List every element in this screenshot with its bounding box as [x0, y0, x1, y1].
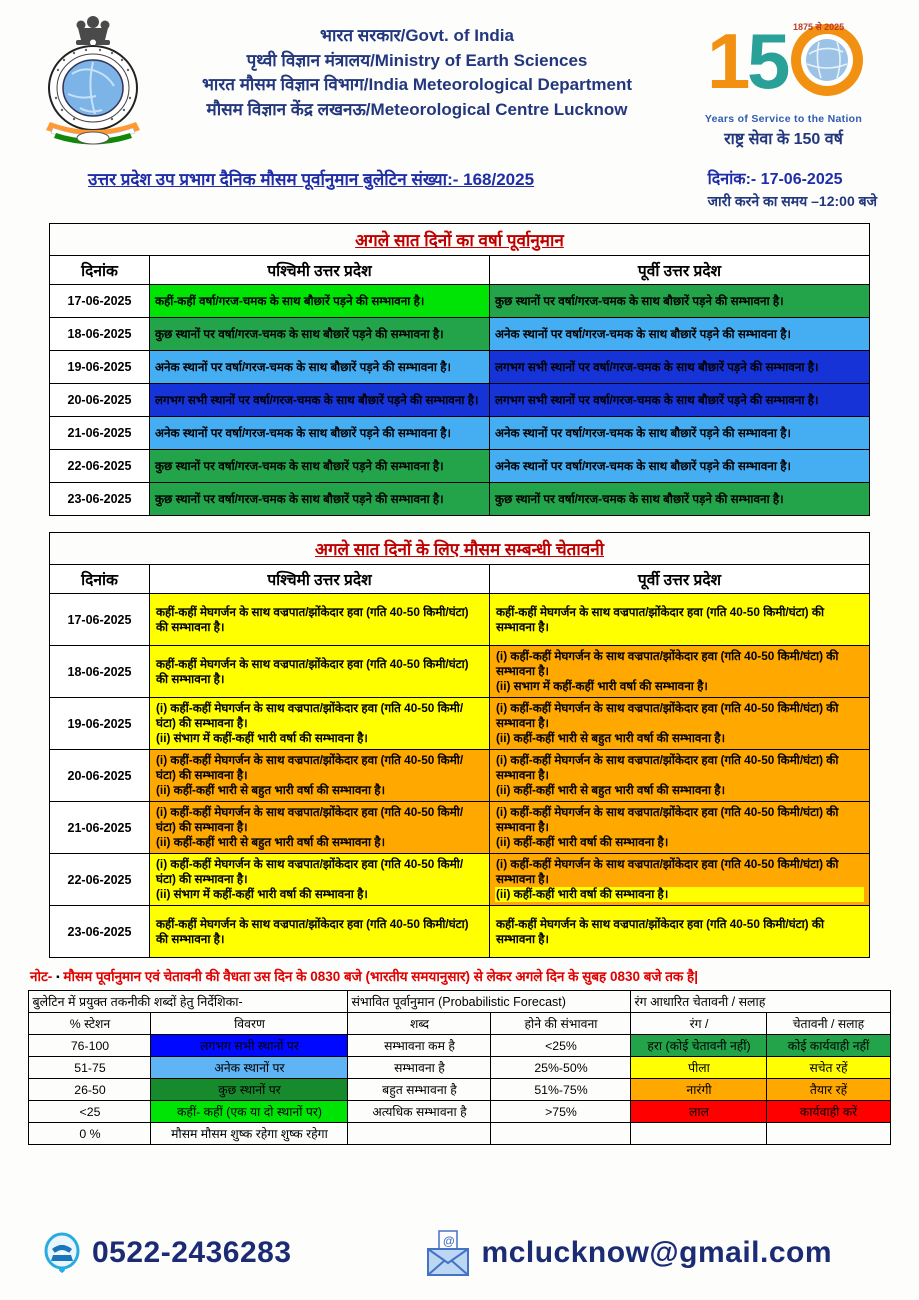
warning-west-cell [149, 854, 489, 906]
forecast-west-cell: कुछ स्थानों पर वर्षा/गरज-चमक के साथ बौछारें पड़ने की सम्भावना है। [149, 483, 489, 516]
bulletin-date: दिनांक:- 17-06-2025 [707, 171, 843, 188]
forecast-west-cell: कुछ स्थानों पर वर्षा/गरज-चमक के साथ बौछारें पड़ने की सम्भावना है। [149, 318, 489, 351]
warning-east-cell [489, 698, 869, 750]
warning-line: (i) कहीं-कहीं मेघगर्जन के साथ वज्रपात/झोंकेदार हवा (गति 40-50 किमी/घंटा) की सम्भावना है। [155, 701, 464, 731]
table-row [49, 698, 869, 750]
svg-text:5: 5 [746, 17, 790, 105]
warning-west-cell [149, 802, 489, 854]
warning-line: (ii) कहीं-कहीं भारी से बहुत भारी वर्षा की सम्भावना है। [155, 782, 386, 797]
forecast-east-cell: कुछ स्थानों पर वर्षा/गरज-चमक के साथ बौछारें पड़ने की सम्भावना है। [489, 483, 869, 516]
warning-line: (i) कहीं-कहीं मेघगर्जन के साथ वज्रपात/झोंकेदार हवा (गति 40-50 किमी/घंटा) की सम्भावना है। [155, 805, 464, 835]
col-east-up: पूर्वी उत्तर प्रदेश [489, 565, 869, 594]
org-line-govt: भारत सरकार/Govt. of India [320, 26, 514, 45]
logo-150 [676, 10, 891, 149]
warning-line: (i) कहीं-कहीं मेघगर्जन के साथ वज्रपात/झोंकेदार हवा (गति 40-50 किमी/घंटा) की सम्भावना है। [495, 753, 839, 783]
table-row [49, 594, 869, 646]
table-row [49, 854, 869, 906]
legend-word: बहुत सम्भावना है [348, 1079, 491, 1101]
warning-table-title: अगले सात दिनों के लिए मौसम सम्बन्धी चेतावनी [49, 533, 869, 565]
warning-line: कहीं-कहीं मेघगर्जन के साथ वज्रपात/झोंकेदार हवा (गति 40-50 किमी/घंटा) की सम्भावना है। [155, 656, 469, 686]
legend-prob [491, 1123, 631, 1145]
logo-150-years-hi: राष्ट्र सेवा के 150 वर्ष [724, 131, 843, 148]
table-row [29, 1035, 890, 1057]
legend-subhead-detail: विवरण [151, 1013, 348, 1035]
email-icon [422, 1227, 474, 1279]
bulletin-title-row [28, 167, 891, 211]
table-row [49, 906, 869, 958]
warning-line: (i) कहीं-कहीं मेघगर्जन के साथ वज्रपात/झोंकेदार हवा (गति 40-50 किमी/घंटा) की सम्भावना है। [155, 753, 464, 783]
forecast-date: 18-06-2025 [49, 318, 149, 351]
warning-line: (ii) सभाग में कहीं-कहीं भारी वर्षा की सम्भावना है। [495, 678, 708, 693]
svg-text:@: @ [442, 1234, 455, 1248]
forecast-date: 17-06-2025 [49, 285, 149, 318]
legend-pct: 0 % [29, 1123, 151, 1145]
legend-detail: अनेक स्थानों पर [151, 1057, 348, 1079]
legend-word [348, 1123, 491, 1145]
warning-header-row [49, 565, 869, 594]
org-line-centre: मौसम विज्ञान केंद्र लखनऊ/Meteorological Centre Lucknow [206, 99, 628, 119]
legend-word: अत्यधिक सम्भावना है [348, 1101, 491, 1123]
legend-prob: 25%-50% [491, 1057, 631, 1079]
table-row [49, 285, 869, 318]
legend-detail: कहीं- कहीं (एक या दो स्थानों पर) [151, 1101, 348, 1123]
legend-prob: 51%-75% [491, 1079, 631, 1101]
table-row [29, 1123, 890, 1145]
legend-detail: कुछ स्थानों पर [151, 1079, 348, 1101]
legend-colour: लाल [631, 1101, 767, 1123]
warning-east-cell [489, 802, 869, 854]
legend-advice: कार्यवाही करें [767, 1101, 890, 1123]
legend-group-colour: रंग आधारित चेतावनी / सलाह [631, 991, 890, 1013]
table-row [49, 318, 869, 351]
warning-line: (i) कहीं-कहीं मेघगर्जन के साथ वज्रपात/झोंकेदार हवा (गति 40-50 किमी/घंटा) की सम्भावना है। [495, 857, 839, 887]
legend-advice [767, 1123, 890, 1145]
legend-pct: 51-75 [29, 1057, 151, 1079]
forecast-east-cell: अनेक स्थानों पर वर्षा/गरज-चमक के साथ बौछारें पड़ने की सम्भावना है। [489, 318, 869, 351]
warning-line: (i) कहीं-कहीं मेघगर्जन के साथ वज्रपात/झोंकेदार हवा (गति 40-50 किमी/घंटा) की सम्भावना है। [495, 701, 839, 731]
legend-advice: तैयार रहें [767, 1079, 890, 1101]
warning-line: (i) कहीं-कहीं मेघगर्जन के साथ वज्रपात/झोंकेदार हवा (गति 40-50 किमी/घंटा) की सम्भावना है। [495, 805, 839, 835]
legend-group-header-row [29, 991, 890, 1013]
warning-date: 17-06-2025 [49, 594, 149, 646]
bulletin-title: उत्तर प्रदेश उप प्रभाग दैनिक मौसम पूर्वानुमान बुलेटिन संख्या:- 168/2025 [88, 170, 535, 189]
org-line-imd: भारत मौसम विज्ञान विभाग/India Meteorological Department [201, 75, 633, 95]
legend-sub-header-row [29, 1013, 890, 1035]
legend-advice: सचेत रहें [767, 1057, 890, 1079]
warning-line: कहीं-कहीं मेघगर्जन के साथ वज्रपात/झोंकेदार हवा (गति 40-50 किमी/घंटा) की सम्भावना है। [155, 604, 469, 634]
footer-contact [28, 1227, 891, 1279]
forecast-west-cell: अनेक स्थानों पर वर्षा/गरज-चमक के साथ बौछारें पड़ने की सम्भावना है। [149, 417, 489, 450]
legend-subhead-word: शब्द [348, 1013, 491, 1035]
legend-detail: मौसम मौसम शुष्क रहेगा शुष्क रहेगा [151, 1123, 348, 1145]
col-date: दिनांक [49, 565, 149, 594]
legend-pct: 76-100 [29, 1035, 151, 1057]
legend-advice: कोई कार्यवाही नहीं [767, 1035, 890, 1057]
imd-logo [28, 10, 158, 151]
col-west-up: पश्चिमी उत्तर प्रदेश [149, 256, 489, 285]
legend-word: सम्भावना है [348, 1057, 491, 1079]
forecast-west-cell: अनेक स्थानों पर वर्षा/गरज-चमक के साथ बौछारें पड़ने की सम्भावना है। [149, 351, 489, 384]
phone-block [40, 1231, 292, 1275]
warning-west-cell [149, 906, 489, 958]
warning-table [49, 532, 870, 958]
org-line-ministry: पृथ्वी विज्ञान मंत्रालय/Ministry of Earth Sciences [246, 50, 588, 70]
legend-subhead-station: % स्टेशन [29, 1013, 151, 1035]
warning-date: 20-06-2025 [49, 750, 149, 802]
forecast-date: 20-06-2025 [49, 384, 149, 417]
warning-line: (ii) कहीं-कहीं भारी वर्षा की सम्भावना है। [495, 887, 864, 902]
table-row [49, 646, 869, 698]
forecast-date: 23-06-2025 [49, 483, 149, 516]
warning-west-cell [149, 750, 489, 802]
legend-pct: 26-50 [29, 1079, 151, 1101]
warning-date: 22-06-2025 [49, 854, 149, 906]
table-row [49, 351, 869, 384]
warning-line: कहीं-कहीं मेघगर्जन के साथ वज्रपात/झोंकेदार हवा (गति 40-50 किमी/घंटा) की सम्भावना है। [495, 604, 824, 634]
legend-colour: हरा (कोई चेतावनी नहीं) [631, 1035, 767, 1057]
header [28, 10, 891, 151]
warning-line: (ii) संभाग में कहीं-कहीं भारी वर्षा की सम्भावना है। [155, 886, 368, 901]
forecast-date: 21-06-2025 [49, 417, 149, 450]
email-block [422, 1227, 833, 1279]
warning-east-cell [489, 906, 869, 958]
svg-text:1: 1 [706, 17, 750, 105]
header-org-lines [158, 10, 676, 123]
forecast-header-row [49, 256, 869, 285]
legend-colour: पीला [631, 1057, 767, 1079]
forecast-west-cell: लगभग सभी स्थानों पर वर्षा/गरज-चमक के साथ बौछारें पड़ने की सम्भावना है। [149, 384, 489, 417]
legend-colour [631, 1123, 767, 1145]
bulletin-issue-time: जारी करने का समय –12:00 बजे [707, 193, 877, 209]
forecast-east-cell: लगभग सभी स्थानों पर वर्षा/गरज-चमक के साथ बौछारें पड़ने की सम्भावना है। [489, 351, 869, 384]
legend-group-terms: बुलेटिन में प्रयुक्त तकनीकी शब्दों हेतु निर्देशिका- [29, 991, 348, 1013]
warning-line: (i) कहीं-कहीं मेघगर्जन के साथ वज्रपात/झोंकेदार हवा (गति 40-50 किमी/घंटा) की सम्भावना है। [155, 857, 464, 887]
validity-note [30, 967, 891, 985]
warning-line: (ii) कहीं-कहीं भारी से बहुत भारी वर्षा की सम्भावना है। [155, 834, 386, 849]
legend-subhead-probability: होने की संभावना [491, 1013, 631, 1035]
square-bullet-icon: ▪ [56, 972, 60, 983]
table-row [49, 384, 869, 417]
legend-subhead-advice: चेतावनी / सलाह [767, 1013, 890, 1035]
warning-date: 19-06-2025 [49, 698, 149, 750]
150-years-icon [689, 14, 879, 106]
table-row [49, 450, 869, 483]
svg-text:1875 से 2025: 1875 से 2025 [792, 22, 844, 32]
phone-number: 0522-2436283 [92, 1236, 292, 1269]
forecast-table [49, 223, 870, 516]
forecast-date: 19-06-2025 [49, 351, 149, 384]
imd-seal-icon [32, 10, 154, 146]
warning-line: (i) कहीं-कहीं मेघगर्जन के साथ वज्रपात/झोंकेदार हवा (गति 40-50 किमी/घंटा) की सम्भावना है। [495, 649, 839, 679]
bulletin-date-block [708, 167, 877, 211]
forecast-west-cell: कुछ स्थानों पर वर्षा/गरज-चमक के साथ बौछारें पड़ने की सम्भावना है। [149, 450, 489, 483]
warning-line: (ii) संभाग में कहीं-कहीं भारी वर्षा की सम्भावना है। [155, 730, 368, 745]
warning-west-cell [149, 594, 489, 646]
table-row [49, 802, 869, 854]
warning-west-cell [149, 646, 489, 698]
table-row [49, 417, 869, 450]
legend-prob: <25% [491, 1035, 631, 1057]
forecast-east-cell: कुछ स्थानों पर वर्षा/गरज-चमक के साथ बौछारें पड़ने की सम्भावना है। [489, 285, 869, 318]
warning-line: (ii) कहीं-कहीं भारी वर्षा की सम्भावना है। [495, 834, 669, 849]
forecast-west-cell: कहीं-कहीं वर्षा/गरज-चमक के साथ बौछारें पड़ने की सम्भावना है। [149, 285, 489, 318]
warning-line: (ii) कहीं-कहीं भारी से बहुत भारी वर्षा की सम्भावना है। [495, 782, 726, 797]
warning-line: कहीं-कहीं मेघगर्जन के साथ वज्रपात/झोंकेदार हवा (गति 40-50 किमी/घंटा) की सम्भावना है। [495, 916, 824, 946]
logo-150-years-en: Years of Service to the Nation [704, 113, 863, 125]
forecast-east-cell: अनेक स्थानों पर वर्षा/गरज-चमक के साथ बौछारें पड़ने की सम्भावना है। [489, 450, 869, 483]
note-text: मौसम पूर्वानुमान एवं चेतावनी की वैधता उस दिन के 0830 बजे (भारतीय समयानुसार) से लेकर अगले दिन के सुबह 0830 बजे तक है| [63, 969, 698, 984]
warning-line: कहीं-कहीं मेघगर्जन के साथ वज्रपात/झोंकेदार हवा (गति 40-50 किमी/घंटा) की सम्भावना है। [155, 916, 469, 946]
warning-east-cell [489, 646, 869, 698]
forecast-east-cell: अनेक स्थानों पर वर्षा/गरज-चमक के साथ बौछारें पड़ने की सम्भावना है। [489, 417, 869, 450]
table-row [29, 1101, 890, 1123]
warning-date: 23-06-2025 [49, 906, 149, 958]
warning-east-cell [489, 750, 869, 802]
legend-detail: लगभग सभी स्थानों पर [151, 1035, 348, 1057]
legend-subhead-colour: रंग / [631, 1013, 767, 1035]
warning-west-cell [149, 698, 489, 750]
legend-colour: नारंगी [631, 1079, 767, 1101]
forecast-date: 22-06-2025 [49, 450, 149, 483]
col-date: दिनांक [49, 256, 149, 285]
table-row [49, 750, 869, 802]
email-address: mclucknow@gmail.com [481, 1236, 833, 1269]
phone-icon [40, 1231, 84, 1275]
warning-east-cell [489, 594, 869, 646]
col-east-up: पूर्वी उत्तर प्रदेश [489, 256, 869, 285]
col-west-up: पश्चिमी उत्तर प्रदेश [149, 565, 489, 594]
warning-date: 21-06-2025 [49, 802, 149, 854]
legend-prob: >75% [491, 1101, 631, 1123]
legend-group-probabilistic: संभावित पूर्वानुमान (Probabilistic Forecast) [348, 991, 631, 1013]
table-row [49, 483, 869, 516]
legend-table [28, 990, 890, 1145]
forecast-table-title: अगले सात दिनों का वर्षा पूर्वानुमान [49, 224, 869, 256]
warning-line: (ii) कहीं-कहीं भारी से बहुत भारी वर्षा की सम्भावना है। [495, 730, 726, 745]
warning-date: 18-06-2025 [49, 646, 149, 698]
legend-word: सम्भावना कम है [348, 1035, 491, 1057]
note-prefix: नोट- [30, 969, 53, 984]
table-row [29, 1079, 890, 1101]
forecast-east-cell: लगभग सभी स्थानों पर वर्षा/गरज-चमक के साथ बौछारें पड़ने की सम्भावना है। [489, 384, 869, 417]
warning-east-cell [489, 854, 869, 906]
legend-pct: <25 [29, 1101, 151, 1123]
table-row [29, 1057, 890, 1079]
